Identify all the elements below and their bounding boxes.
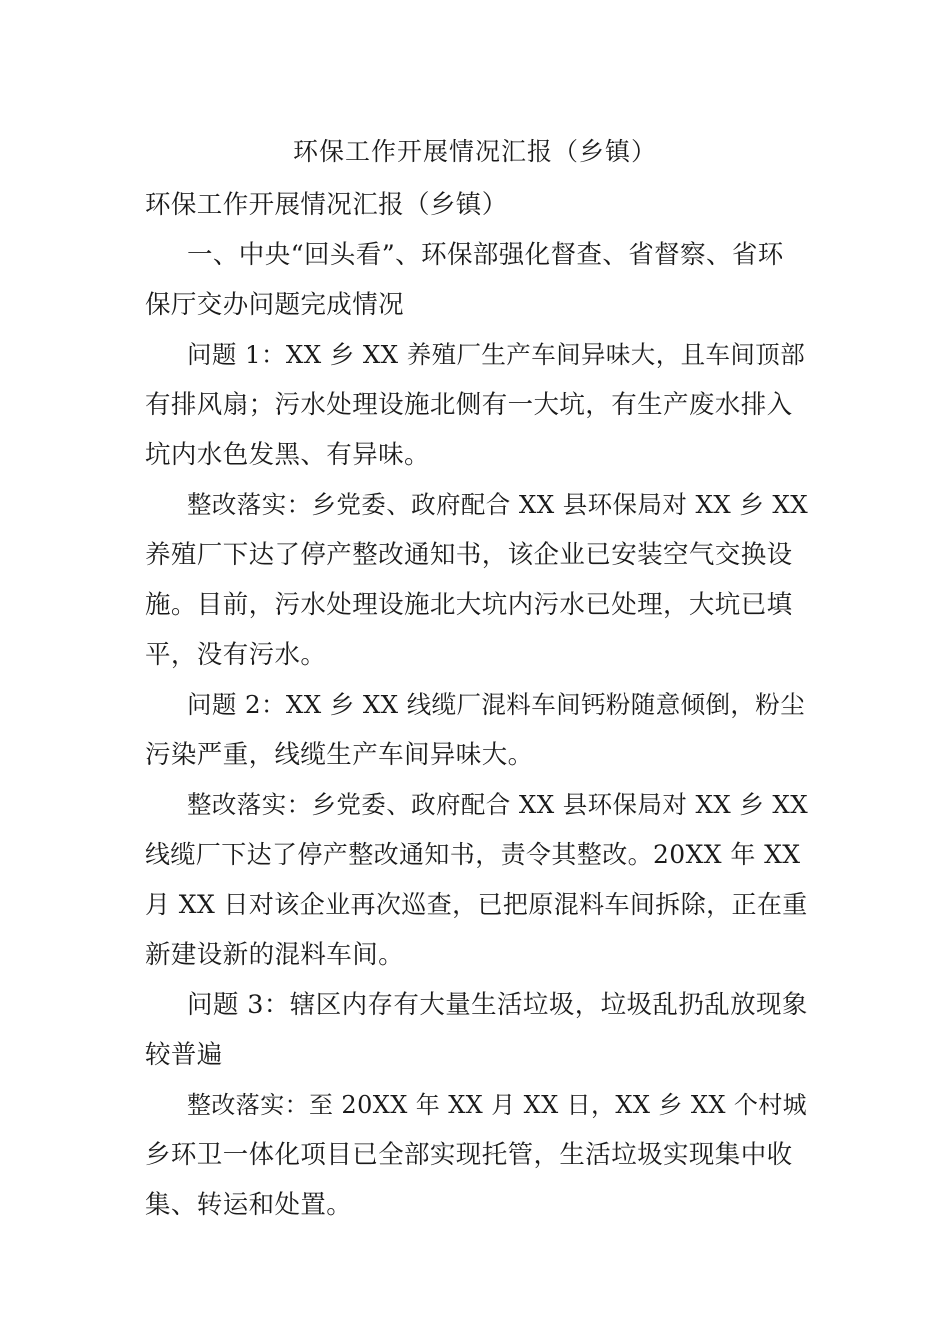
text-line: 有排风扇；污水处理设施北侧有一大坑，有生产废水排入 — [145, 390, 793, 420]
text-line: 较普遍 — [145, 1040, 223, 1070]
text-line: 施。目前，污水处理设施北大坑内污水已处理，大坑已填 — [145, 590, 793, 620]
text-line: 坑内水色发黑、有异味。 — [145, 440, 430, 470]
text-line: 线缆厂下达了停产整改通知书，责令其整改。20XX 年 XX — [145, 840, 801, 869]
text-line: 乡环卫一体化项目已全部实现托管，生活垃圾实现集中收 — [145, 1140, 793, 1170]
text-line: 污染严重，线缆生产车间异味大。 — [145, 740, 534, 770]
text-line: 整改落实：乡党委、政府配合 XX 县环保局对 XX 乡 XX — [187, 490, 809, 519]
text-line: 问题 2：XX 乡 XX 线缆厂混料车间钙粉随意倾倒，粉尘 — [187, 690, 806, 719]
document-title: 环保工作开展情况汇报（乡镇） — [292, 137, 657, 166]
text-line: 整改落实：乡党委、政府配合 XX 县环保局对 XX 乡 XX — [187, 790, 809, 819]
text-line: 养殖厂下达了停产整改通知书，该企业已安装空气交换设 — [145, 540, 793, 570]
document-body — [145, 180, 810, 1230]
text-line: 保厅交办问题完成情况 — [145, 290, 405, 320]
text-line: 月 XX 日对该企业再次巡查，已把原混料车间拆除，正在重 — [145, 890, 808, 919]
text-line: 集、转运和处置。 — [145, 1190, 353, 1220]
text-line: 一、中央“回头看”、环保部强化督查、省督察、省环 — [187, 240, 784, 270]
text-line: 问题 1：XX 乡 XX 养殖厂生产车间异味大，且车间顶部 — [187, 340, 806, 369]
text-line: 问题 3：辖区内存有大量生活垃圾，垃圾乱扔乱放现象 — [187, 990, 808, 1020]
text-line: 新建设新的混料车间。 — [145, 940, 405, 970]
text-line: 整改落实：至 20XX 年 XX 月 XX 日，XX 乡 XX 个村城 — [187, 1091, 808, 1119]
text-line: 平，没有污水。 — [145, 640, 327, 670]
text-line: 环保工作开展情况汇报（乡镇） — [145, 190, 508, 220]
